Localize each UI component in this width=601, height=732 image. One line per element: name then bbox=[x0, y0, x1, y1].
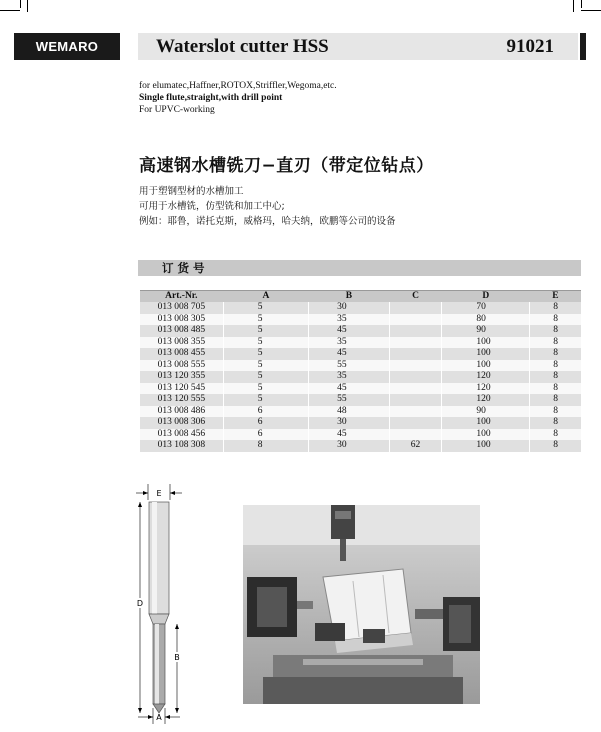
cell-e: 8 bbox=[530, 417, 581, 429]
cell-a: 6 bbox=[223, 429, 308, 441]
header-art-nr: Art.-Nr. bbox=[140, 291, 224, 303]
cell-b: 45 bbox=[309, 325, 390, 337]
product-code: 91021 bbox=[506, 36, 554, 57]
cell-c bbox=[389, 325, 442, 337]
cell-e: 8 bbox=[530, 440, 581, 452]
cell-e: 8 bbox=[530, 394, 581, 406]
cell-d: 90 bbox=[442, 325, 530, 337]
cell-b: 35 bbox=[309, 314, 390, 326]
cell-a: 6 bbox=[223, 406, 308, 418]
table-row bbox=[140, 325, 582, 337]
cell-a: 5 bbox=[223, 371, 308, 383]
cell-art-nr: 013 008 555 bbox=[140, 360, 224, 372]
cell-art-nr: 013 008 306 bbox=[140, 417, 224, 429]
header-e: E bbox=[530, 291, 581, 303]
cell-e: 8 bbox=[530, 302, 581, 314]
machine-photo bbox=[243, 505, 480, 704]
cell-c bbox=[389, 429, 442, 441]
cell-e: 8 bbox=[530, 406, 581, 418]
cn-line-2: 可用于水槽铣，仿型铣和加工中心; bbox=[139, 201, 285, 212]
cell-e: 8 bbox=[530, 314, 581, 326]
cell-d: 70 bbox=[442, 302, 530, 314]
table-row bbox=[140, 348, 582, 360]
cell-e: 8 bbox=[530, 371, 581, 383]
cell-d: 100 bbox=[442, 360, 530, 372]
crop-mark bbox=[581, 0, 582, 8]
cell-c bbox=[389, 360, 442, 372]
table-row bbox=[140, 440, 582, 452]
cell-a: 8 bbox=[223, 440, 308, 452]
label-e: E bbox=[156, 489, 162, 498]
page-title: Waterslot cutter HSS bbox=[156, 36, 329, 57]
cell-e: 8 bbox=[530, 325, 581, 337]
header-d: D bbox=[442, 291, 530, 303]
brand-logo: WEMARO bbox=[14, 33, 120, 60]
label-d: D bbox=[136, 599, 144, 608]
cell-a: 5 bbox=[223, 325, 308, 337]
label-b: B bbox=[174, 653, 180, 662]
cell-c bbox=[389, 302, 442, 314]
cell-e: 8 bbox=[530, 429, 581, 441]
cell-art-nr: 013 008 705 bbox=[140, 302, 224, 314]
header-c: C bbox=[389, 291, 442, 303]
cn-line-1: 用于塑钢型材的水槽加工 bbox=[139, 186, 244, 197]
cell-d: 100 bbox=[442, 417, 530, 429]
cell-a: 5 bbox=[223, 314, 308, 326]
cn-line-3: 例如：耶鲁，诺托克斯，威格玛，哈夫纳，欧鹏等公司的设备 bbox=[139, 216, 396, 227]
cell-b: 35 bbox=[309, 371, 390, 383]
table-row bbox=[140, 406, 582, 418]
crop-mark bbox=[0, 10, 20, 11]
cell-art-nr: 013 120 545 bbox=[140, 383, 224, 395]
description-cn bbox=[139, 184, 396, 229]
description-en bbox=[139, 80, 337, 116]
cell-d: 120 bbox=[442, 383, 530, 395]
table-row bbox=[140, 394, 582, 406]
cell-d: 100 bbox=[442, 429, 530, 441]
cell-c bbox=[389, 348, 442, 360]
cell-c bbox=[389, 406, 442, 418]
cell-b: 48 bbox=[309, 406, 390, 418]
cell-b: 45 bbox=[309, 383, 390, 395]
cell-b: 30 bbox=[309, 417, 390, 429]
cell-c bbox=[389, 314, 442, 326]
crop-mark bbox=[27, 0, 28, 12]
cell-d: 100 bbox=[442, 348, 530, 360]
cell-d: 80 bbox=[442, 314, 530, 326]
table-row bbox=[140, 302, 582, 314]
spec-table bbox=[139, 290, 581, 452]
cell-b: 45 bbox=[309, 429, 390, 441]
cell-c bbox=[389, 417, 442, 429]
cell-art-nr: 013 008 486 bbox=[140, 406, 224, 418]
cell-c: 62 bbox=[389, 440, 442, 452]
cell-d: 100 bbox=[442, 337, 530, 349]
table-row bbox=[140, 429, 582, 441]
cell-e: 8 bbox=[530, 337, 581, 349]
cell-art-nr: 013 008 485 bbox=[140, 325, 224, 337]
cell-c bbox=[389, 394, 442, 406]
cell-art-nr: 013 120 355 bbox=[140, 371, 224, 383]
cell-b: 30 bbox=[309, 302, 390, 314]
header-accent bbox=[580, 33, 586, 60]
table-row bbox=[140, 371, 582, 383]
crop-mark bbox=[573, 0, 574, 12]
cell-e: 8 bbox=[530, 383, 581, 395]
table-row bbox=[140, 360, 582, 372]
tool-drawing bbox=[130, 484, 190, 724]
cell-art-nr: 013 008 305 bbox=[140, 314, 224, 326]
cell-b: 35 bbox=[309, 337, 390, 349]
cell-e: 8 bbox=[530, 348, 581, 360]
cell-b: 45 bbox=[309, 348, 390, 360]
cell-a: 5 bbox=[223, 383, 308, 395]
header-b: B bbox=[309, 291, 390, 303]
crop-mark bbox=[581, 10, 601, 11]
cell-a: 5 bbox=[223, 394, 308, 406]
cell-d: 120 bbox=[442, 371, 530, 383]
cell-a: 5 bbox=[223, 360, 308, 372]
cell-b: 55 bbox=[309, 394, 390, 406]
cell-art-nr: 013 008 455 bbox=[140, 348, 224, 360]
table-row bbox=[140, 337, 582, 349]
desc-line-1: for elumatec,Haffner,ROTOX,Striffler,Wegoma,etc. bbox=[139, 81, 337, 91]
cn-title: 高速钢水槽铣刀−直刃（带定位钻点） bbox=[139, 156, 434, 176]
cell-d: 90 bbox=[442, 406, 530, 418]
table-row bbox=[140, 383, 582, 395]
label-a: A bbox=[156, 713, 162, 722]
cell-art-nr: 013 008 355 bbox=[140, 337, 224, 349]
cell-a: 5 bbox=[223, 337, 308, 349]
desc-line-3: For UPVC-working bbox=[139, 105, 215, 115]
order-label: 订货号 bbox=[162, 261, 209, 275]
cell-art-nr: 013 108 308 bbox=[140, 440, 224, 452]
desc-line-2: Single flute,straight,with drill point bbox=[139, 93, 283, 103]
cell-art-nr: 013 120 555 bbox=[140, 394, 224, 406]
cell-d: 120 bbox=[442, 394, 530, 406]
cell-b: 55 bbox=[309, 360, 390, 372]
header-a: A bbox=[223, 291, 308, 303]
cell-e: 8 bbox=[530, 360, 581, 372]
crop-mark bbox=[20, 0, 21, 8]
cell-c bbox=[389, 371, 442, 383]
cell-a: 6 bbox=[223, 417, 308, 429]
cell-b: 30 bbox=[309, 440, 390, 452]
cell-c bbox=[389, 383, 442, 395]
cell-a: 5 bbox=[223, 302, 308, 314]
table-row bbox=[140, 417, 582, 429]
cell-c bbox=[389, 337, 442, 349]
table-row bbox=[140, 314, 582, 326]
cell-d: 100 bbox=[442, 440, 530, 452]
cell-art-nr: 013 008 456 bbox=[140, 429, 224, 441]
table-header-row bbox=[140, 291, 582, 303]
table-body bbox=[140, 302, 582, 452]
cell-a: 5 bbox=[223, 348, 308, 360]
